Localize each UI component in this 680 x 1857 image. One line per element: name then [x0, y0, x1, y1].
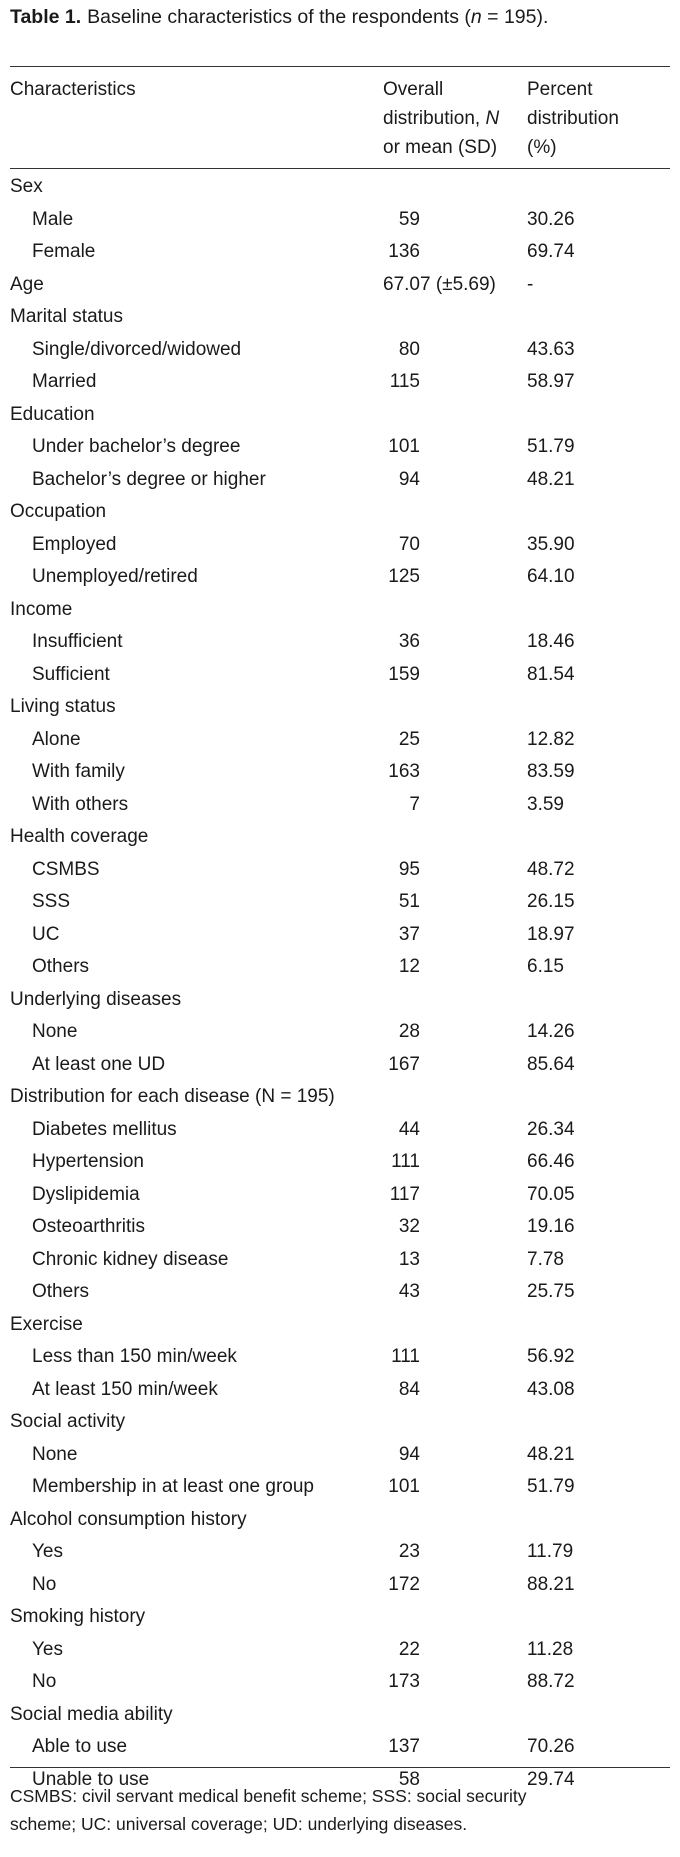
table-group-row	[0, 301, 680, 334]
row-label: No	[32, 1573, 57, 1595]
percent-cell: 58.97	[527, 371, 575, 392]
percent-cell: 11.79	[527, 1541, 574, 1562]
table-group-row	[0, 496, 680, 529]
overall-distribution-cell: 173	[388, 1671, 420, 1692]
table-row	[0, 1114, 680, 1147]
row-label: Dyslipidemia	[32, 1183, 140, 1205]
percent-cell: 85.64	[527, 1053, 575, 1075]
overall-distribution-cell: 51	[398, 891, 420, 912]
percent-cell: 26.34	[527, 1118, 575, 1140]
table-row	[0, 789, 680, 822]
overall-distribution-cell: 101	[388, 436, 420, 457]
table-row	[0, 204, 680, 237]
table-group-row	[0, 1601, 680, 1634]
table-row	[0, 1666, 680, 1699]
table-footnote	[10, 1782, 670, 1838]
percent-cell: 3.59	[527, 793, 564, 815]
table-group-row	[0, 691, 680, 724]
row-label: Under bachelor’s degree	[32, 436, 241, 457]
row-label: Osteoarthritis	[32, 1216, 145, 1237]
table-row	[0, 1731, 680, 1764]
row-label: Education	[10, 403, 95, 425]
percent-cell: 14.26	[527, 1021, 575, 1042]
table-group-row	[0, 594, 680, 627]
percent-cell: 26.15	[527, 891, 575, 912]
table-group-row	[0, 1081, 680, 1114]
header-text: distribution,	[383, 108, 486, 129]
header-characteristics: Characteristics	[10, 79, 136, 100]
overall-distribution-cell: 80	[398, 338, 420, 360]
table-row	[0, 1471, 680, 1504]
percent-cell: 64.10	[527, 566, 575, 587]
row-label: UC	[32, 923, 60, 945]
table-group-row	[0, 1406, 680, 1439]
percent-cell: 35.90	[527, 533, 575, 555]
percent-cell: 30.26	[527, 208, 575, 230]
header-rule	[10, 168, 670, 169]
row-label: CSMBS	[32, 858, 100, 880]
header-line: Overall	[383, 79, 444, 100]
row-label: Smoking history	[10, 1606, 146, 1627]
row-label: Social activity	[10, 1411, 126, 1432]
row-label: Unable to use	[32, 1768, 150, 1790]
percent-cell: 29.74	[527, 1768, 575, 1790]
row-label: Yes	[32, 1638, 63, 1660]
table-row	[0, 1439, 680, 1472]
percent-cell: 56.92	[527, 1346, 575, 1367]
overall-distribution-cell: 167	[388, 1053, 420, 1075]
overall-distribution-cell: 36	[398, 631, 420, 652]
table-row	[0, 529, 680, 562]
row-label: With others	[32, 793, 129, 815]
overall-distribution-cell: 59	[398, 208, 420, 230]
row-label: Social media ability	[10, 1703, 173, 1725]
percent-cell: 12.82	[527, 728, 575, 750]
table-row	[0, 626, 680, 659]
table-row	[0, 951, 680, 984]
row-label: None	[32, 1443, 78, 1465]
table-row	[0, 1049, 680, 1082]
overall-distribution-cell: 94	[398, 468, 420, 490]
header-line: Percent	[527, 79, 593, 100]
percent-cell: 19.16	[527, 1216, 575, 1237]
row-label: Employed	[32, 533, 117, 555]
row-label: Insufficient	[32, 631, 123, 652]
row-label: Distribution for each disease (N = 195)	[10, 1086, 335, 1107]
table-row	[0, 464, 680, 497]
row-label: Alone	[32, 728, 81, 750]
percent-cell: 6.15	[527, 956, 564, 977]
row-label: Living status	[10, 696, 116, 717]
table-group-row	[0, 399, 680, 432]
overall-distribution-cell: 22	[398, 1638, 420, 1660]
row-label: Yes	[32, 1541, 63, 1562]
header-line: distribution	[527, 108, 619, 129]
overall-distribution-cell: 84	[398, 1378, 420, 1400]
row-label: Diabetes mellitus	[32, 1118, 177, 1140]
overall-distribution-cell: 111	[391, 1346, 420, 1367]
percent-cell: 66.46	[527, 1151, 575, 1172]
overall-distribution-cell: 58	[398, 1768, 420, 1790]
row-label: Male	[32, 208, 74, 230]
table-row	[0, 1374, 680, 1407]
table-row	[0, 1211, 680, 1244]
row-label: Health coverage	[10, 826, 149, 847]
table-caption: Baseline characteristics of the respondents (	[87, 6, 471, 28]
row-label: Exercise	[10, 1313, 83, 1335]
percent-cell: 48.21	[527, 468, 575, 490]
row-label: SSS	[32, 891, 71, 912]
percent-cell: 25.75	[527, 1281, 575, 1302]
overall-distribution-cell: 125	[388, 566, 420, 587]
row-label: Sufficient	[32, 663, 110, 685]
overall-distribution-cell: 137	[388, 1736, 420, 1757]
table-body	[0, 171, 680, 1796]
row-label: Age	[10, 273, 44, 295]
overall-distribution-cell: 159	[388, 663, 420, 685]
overall-distribution-cell: 32	[398, 1216, 420, 1237]
percent-cell: 70.26	[527, 1736, 575, 1757]
table-row	[0, 1244, 680, 1277]
overall-distribution-cell: 37	[398, 923, 420, 945]
row-label: None	[32, 1021, 78, 1042]
percent-cell: 48.72	[527, 858, 575, 880]
row-label: Others	[32, 1281, 90, 1302]
overall-distribution-cell: 12	[398, 956, 420, 977]
bottom-rule	[10, 1767, 670, 1768]
header-line: (%)	[527, 137, 557, 158]
table-row	[0, 659, 680, 692]
n-symbol: n	[470, 6, 482, 28]
table-row	[0, 1146, 680, 1179]
percent-cell: 18.97	[527, 923, 575, 945]
row-label: Income	[10, 598, 73, 620]
table-row	[0, 366, 680, 399]
percent-cell: 18.46	[527, 631, 575, 652]
table-group-row	[0, 1309, 680, 1342]
row-label: Occupation	[10, 501, 107, 522]
overall-distribution-cell: 101	[388, 1476, 420, 1497]
row-label: Hypertension	[32, 1151, 144, 1172]
row-label: At least one UD	[32, 1053, 166, 1075]
table-row	[0, 1179, 680, 1212]
percent-cell: 43.63	[527, 338, 575, 360]
overall-distribution-cell: 117	[389, 1183, 420, 1205]
table-row	[0, 561, 680, 594]
row-label: Alcohol consumption history	[10, 1508, 247, 1530]
overall-distribution-cell: 111	[391, 1151, 420, 1172]
row-label: At least 150 min/week	[32, 1378, 218, 1400]
row-label: Marital status	[10, 306, 123, 327]
footnote-line: scheme; UC: universal coverage; UD: underlying diseases.	[10, 1814, 468, 1834]
percent-cell: 70.05	[527, 1183, 575, 1205]
percent-cell: 7.78	[527, 1248, 564, 1270]
percent-cell: 51.79	[527, 436, 575, 457]
top-rule	[10, 66, 670, 67]
row-label: Underlying diseases	[10, 988, 182, 1010]
row-label: Unemployed/retired	[32, 566, 198, 587]
overall-distribution-cell: 115	[389, 371, 420, 392]
table-row	[0, 431, 680, 464]
row-label: Sex	[10, 176, 43, 197]
table-label: Table 1.	[10, 6, 82, 28]
table-row	[0, 236, 680, 269]
percent-cell: -	[527, 273, 534, 295]
overall-distribution-cell: 7	[409, 793, 420, 815]
header-percent-distribution	[527, 75, 619, 162]
header-text-italic: N	[485, 108, 500, 129]
overall-distribution-cell: 70	[398, 533, 420, 555]
header-overall-distribution	[383, 75, 499, 162]
row-label: Less than 150 min/week	[32, 1346, 237, 1367]
row-label: Single/divorced/widowed	[32, 338, 242, 360]
overall-distribution-cell: 23	[398, 1541, 420, 1562]
row-label: Bachelor’s degree or higher	[32, 468, 266, 490]
header-line	[383, 104, 499, 133]
table-row	[0, 1341, 680, 1374]
table-group-row	[0, 821, 680, 854]
row-label: With family	[32, 761, 125, 782]
overall-distribution-cell: 43	[398, 1281, 420, 1302]
overall-distribution-cell: 67.07 (±5.69)	[383, 273, 496, 295]
table-group-row	[0, 269, 680, 302]
table-group-row	[0, 171, 680, 204]
overall-distribution-cell: 13	[398, 1248, 420, 1270]
percent-cell: 88.21	[527, 1573, 575, 1595]
row-label: Others	[32, 956, 90, 977]
percent-cell: 51.79	[527, 1476, 575, 1497]
percent-cell: 11.28	[527, 1638, 574, 1660]
row-label: Chronic kidney disease	[32, 1248, 229, 1270]
row-label: Married	[32, 371, 97, 392]
table-group-row	[0, 1504, 680, 1537]
row-label: Able to use	[32, 1736, 128, 1757]
header-line: or mean (SD)	[383, 137, 498, 158]
table-row	[0, 724, 680, 757]
overall-distribution-cell: 95	[398, 858, 420, 880]
row-label: No	[32, 1671, 57, 1692]
table-group-row	[0, 984, 680, 1017]
table-row	[0, 1536, 680, 1569]
row-label: Membership in at least one group	[32, 1476, 314, 1497]
overall-distribution-cell: 172	[388, 1573, 420, 1595]
table-row	[0, 756, 680, 789]
percent-cell: 43.08	[527, 1378, 575, 1400]
table-row	[0, 1569, 680, 1602]
table-row	[0, 1276, 680, 1309]
table-row	[0, 334, 680, 367]
percent-cell: 69.74	[527, 241, 575, 262]
overall-distribution-cell: 163	[388, 761, 420, 782]
percent-cell: 83.59	[527, 761, 575, 782]
overall-distribution-cell: 44	[398, 1118, 420, 1140]
footnote-line: CSMBS: civil servant medical benefit scheme; SSS: social security	[10, 1786, 527, 1806]
table-row	[0, 1634, 680, 1667]
overall-distribution-cell: 25	[398, 728, 420, 750]
table-caption-end: = 195).	[481, 6, 549, 28]
overall-distribution-cell: 136	[388, 241, 420, 262]
overall-distribution-cell: 28	[398, 1021, 420, 1042]
table-row	[0, 886, 680, 919]
row-label: Female	[32, 241, 96, 262]
table-row	[0, 1016, 680, 1049]
percent-cell: 48.21	[527, 1443, 575, 1465]
table-row	[0, 919, 680, 952]
table-title	[10, 6, 548, 29]
table-row	[0, 854, 680, 887]
percent-cell: 88.72	[527, 1671, 575, 1692]
percent-cell: 81.54	[527, 663, 575, 685]
overall-distribution-cell: 94	[398, 1443, 420, 1465]
table-group-row	[0, 1699, 680, 1732]
